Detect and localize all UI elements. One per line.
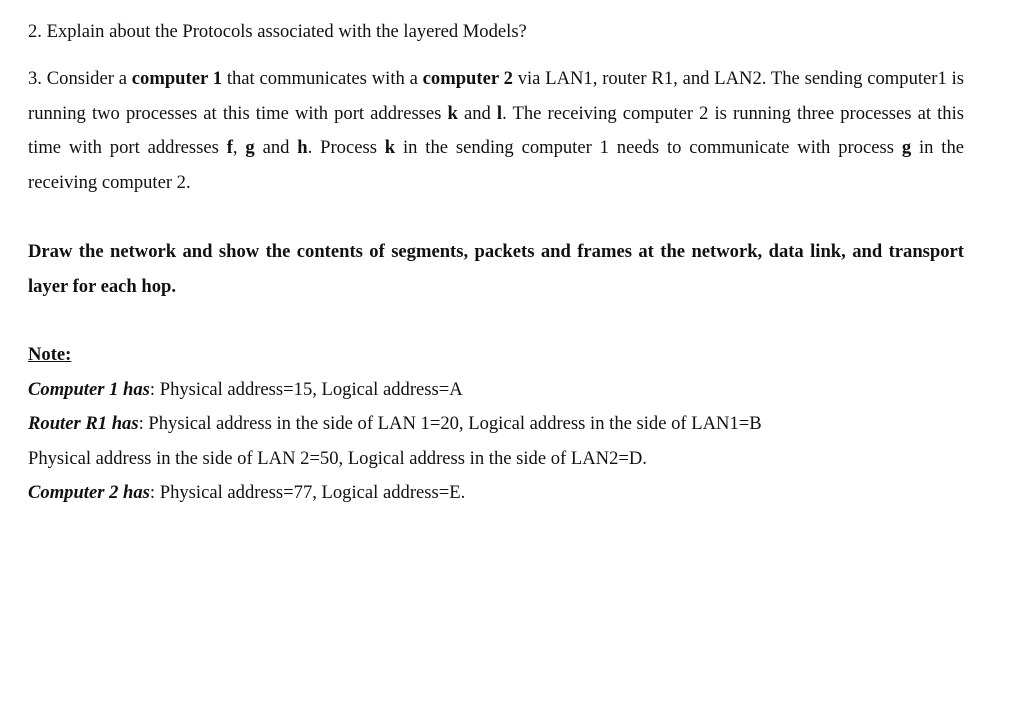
note-router-r1-line-2-text: Physical address in the side of LAN 2=50, Logical address in the side of LAN2=D. — [28, 447, 647, 469]
note-computer-1-label: Computer 1 has — [28, 378, 150, 400]
q3-text-10: in the receiving computer 2. — [28, 137, 964, 194]
q3-text-7: and — [254, 137, 298, 159]
note-computer-1 — [28, 373, 964, 408]
q3-bold-process-g: g — [901, 137, 912, 159]
q3-bold-computer-1: computer 1 — [131, 68, 222, 89]
note-computer-2-text: : Physical address=77, Logical address=E. — [149, 482, 466, 504]
q3-text-3: via LAN1, router R1, and LAN2. The sending computer1 is running two processes at this time with port addresses — [28, 68, 964, 124]
q3-bold-port-k: k — [447, 102, 458, 124]
note-computer-2 — [28, 476, 964, 511]
q3-text-5: . The receiving computer 2 is running three processes at this time with port addresses — [28, 102, 964, 159]
q3-text-6: , — [232, 137, 246, 159]
q3-bold-port-f: f — [226, 137, 233, 159]
q3-text-8: . Process — [307, 137, 385, 159]
q3-bold-port-l: l — [496, 102, 503, 124]
q3-text-9: in the sending computer 1 needs to communicate with process — [395, 137, 902, 159]
q3-text-1: 3. Consider a — [28, 68, 132, 89]
q3-text-4: and — [457, 102, 497, 124]
question-3 — [28, 62, 964, 201]
note-router-r1-line-2 — [28, 442, 964, 477]
note-router-r1-label: Router R1 has — [28, 413, 139, 435]
instruction-paragraph — [28, 235, 964, 304]
note-router-r1 — [28, 407, 964, 442]
document-page — [28, 17, 964, 511]
question-2 — [28, 17, 964, 47]
q3-bold-computer-2: computer 2 — [422, 68, 513, 89]
note-computer-2-label: Computer 2 has — [28, 482, 150, 504]
q3-bold-port-g: g — [245, 137, 255, 159]
note-computer-1-text: : Physical address=15, Logical address=A — [149, 378, 463, 400]
note-heading — [28, 338, 964, 373]
question-2-text: 2. Explain about the Protocols associated with the layered Models? — [28, 21, 527, 42]
instruction-text: Draw the network and show the contents of segments, packets and frames at the network, data link, and transport layer for each hop. — [28, 240, 964, 297]
note-router-r1-text: : Physical address in the side of LAN 1=20, Logical address in the side of LAN1=B — [138, 413, 762, 435]
q3-text-2: that communicates with a — [222, 68, 423, 89]
note-heading-text: Note: — [28, 344, 72, 366]
q3-bold-process-k: k — [384, 137, 396, 159]
q3-bold-port-h: h — [297, 137, 308, 159]
